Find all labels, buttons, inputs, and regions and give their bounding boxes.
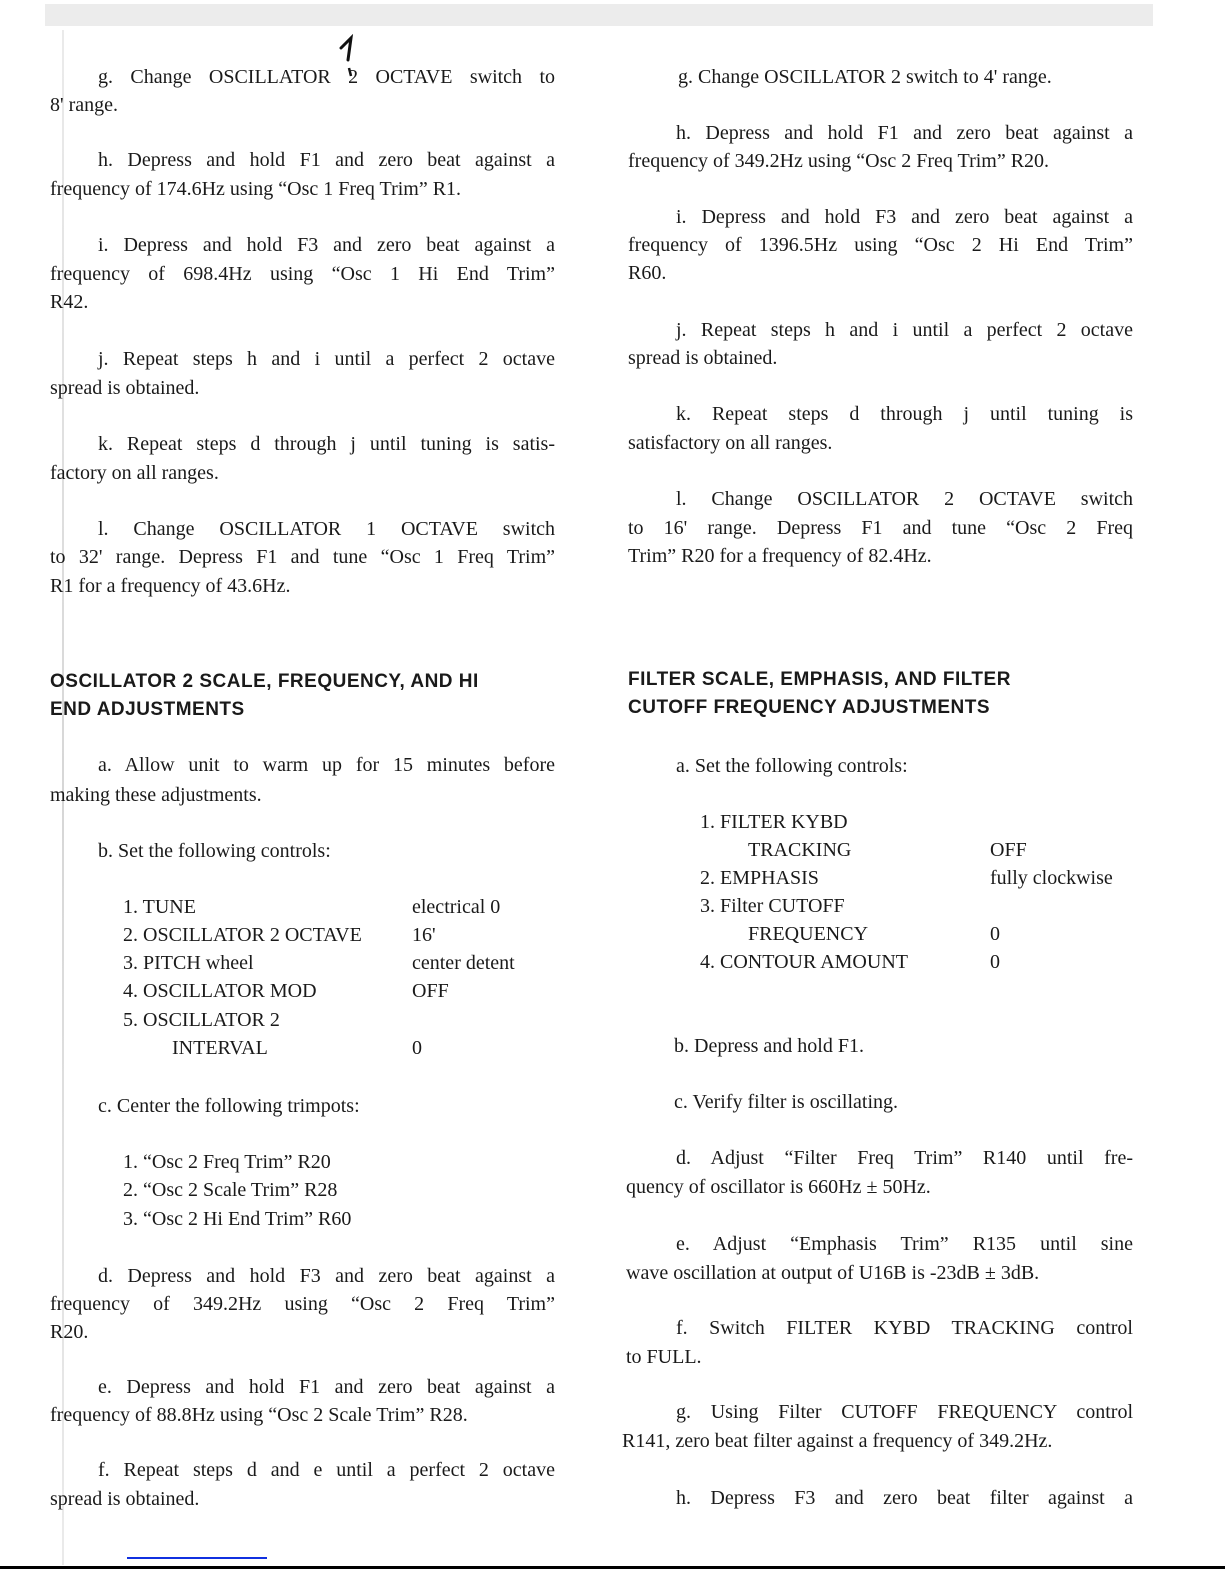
step-g-line: g. Change OSCILLATOR 2 OCTAVE switch to (98, 66, 555, 88)
step-i-line: R42. (50, 291, 89, 313)
control-value: 0 (412, 1037, 422, 1059)
page-bottom-border (0, 1566, 1225, 1569)
step-i-line: R60. (628, 262, 667, 284)
step-h-line: h. Depress and hold F1 and zero beat against a (98, 149, 555, 171)
trimpot-item: 1. “Osc 2 Freq Trim” R20 (123, 1151, 331, 1173)
section-heading-filter: FILTER SCALE, EMPHASIS, AND FILTER (628, 669, 1011, 690)
step-e-line: e. Adjust “Emphasis Trim” R135 until sine (676, 1233, 1133, 1255)
control-value: electrical 0 (412, 896, 501, 918)
step-l-line: Trim” R20 for a frequency of 82.4Hz. (628, 545, 932, 567)
step-d-line: quency of oscillator is 660Hz ± 50Hz. (626, 1176, 931, 1198)
step-j-line: spread is obtained. (50, 377, 200, 399)
scan-top-band (45, 4, 1153, 26)
step-h-line: frequency of 349.2Hz using “Osc 2 Freq Trim” R20. (628, 150, 1050, 172)
step-h-line: h. Depress F3 and zero beat filter against a (676, 1487, 1133, 1509)
step-k-line: k. Repeat steps d through j until tuning is (676, 403, 1133, 425)
step-a-line: making these adjustments. (50, 784, 262, 806)
step-a-line: a. Set the following controls: (676, 755, 908, 777)
step-d-line: d. Depress and hold F3 and zero beat against a (98, 1265, 555, 1287)
step-h-line: h. Depress and hold F1 and zero beat against a (676, 122, 1133, 144)
step-j-line: j. Repeat steps h and i until a perfect 2 octave (98, 348, 555, 370)
step-l-line: to 16' range. Depress F1 and tune “Osc 2 Freq (628, 517, 1133, 539)
step-g-line: g. Change OSCILLATOR 2 switch to 4' range. (678, 66, 1052, 88)
control-label: 4. OSCILLATOR MOD (123, 980, 317, 1002)
section-heading-osc2: END ADJUSTMENTS (50, 699, 245, 720)
step-l-line: to 32' range. Depress F1 and tune “Osc 1 Freq Trim” (50, 546, 555, 568)
section-heading-osc2: OSCILLATOR 2 SCALE, FREQUENCY, AND HI (50, 671, 479, 692)
step-c-line: c. Verify filter is oscillating. (674, 1091, 899, 1113)
control-value: center detent (412, 952, 515, 974)
control-value: fully clockwise (990, 867, 1113, 889)
step-k-line: factory on all ranges. (50, 462, 219, 484)
step-c-line: c. Center the following trimpots: (98, 1095, 360, 1117)
step-b-line: b. Depress and hold F1. (674, 1035, 864, 1057)
step-g-line: 8' range. (50, 94, 119, 116)
step-f-line: spread is obtained. (50, 1488, 200, 1510)
step-j-line: spread is obtained. (628, 347, 778, 369)
step-e-line: e. Depress and hold F1 and zero beat against a (98, 1376, 555, 1398)
control-label: INTERVAL (172, 1037, 268, 1059)
step-g-line: g. Using Filter CUTOFF FREQUENCY control (676, 1401, 1133, 1423)
step-d-line: d. Adjust “Filter Freq Trim” R140 until fre- (676, 1147, 1133, 1169)
control-value: 0 (990, 951, 1000, 973)
step-d-line: frequency of 349.2Hz using “Osc 2 Freq Trim” (50, 1293, 555, 1315)
trimpot-item: 3. “Osc 2 Hi End Trim” R60 (123, 1208, 352, 1230)
step-i-line: frequency of 698.4Hz using “Osc 1 Hi End Trim” (50, 263, 555, 285)
step-g-line: R141, zero beat filter against a frequency of 349.2Hz. (622, 1430, 1053, 1452)
step-k-line: satisfactory on all ranges. (628, 432, 833, 454)
step-j-line: j. Repeat steps h and i until a perfect 2 octave (676, 319, 1133, 341)
step-a-line: a. Allow unit to warm up for 15 minutes before (98, 754, 555, 776)
step-l-line: l. Change OSCILLATOR 1 OCTAVE switch (98, 518, 555, 540)
step-d-line: R20. (50, 1321, 89, 1343)
control-label: 1. FILTER KYBD (700, 811, 848, 833)
step-f-line: to FULL. (626, 1346, 702, 1368)
control-label: 4. CONTOUR AMOUNT (700, 951, 908, 973)
control-label: 3. Filter CUTOFF (700, 895, 845, 917)
step-i-line: i. Depress and hold F3 and zero beat against a (676, 206, 1133, 228)
control-label: 3. PITCH wheel (123, 952, 254, 974)
section-heading-filter: CUTOFF FREQUENCY ADJUSTMENTS (628, 697, 991, 718)
control-label: 5. OSCILLATOR 2 (123, 1009, 280, 1031)
step-b-line: b. Set the following controls: (98, 840, 331, 862)
control-value: 16' (412, 924, 436, 946)
step-i-line: frequency of 1396.5Hz using “Osc 2 Hi End Trim” (628, 234, 1133, 256)
step-l-line: R1 for a frequency of 43.6Hz. (50, 575, 291, 597)
step-l-line: l. Change OSCILLATOR 2 OCTAVE switch (676, 488, 1133, 510)
control-label: 2. EMPHASIS (700, 867, 819, 889)
step-i-line: i. Depress and hold F3 and zero beat against a (98, 234, 555, 256)
step-f-line: f. Switch FILTER KYBD TRACKING control (676, 1317, 1133, 1339)
control-value: OFF (990, 839, 1027, 861)
control-label: 1. TUNE (123, 896, 196, 918)
step-f-line: f. Repeat steps d and e until a perfect 2 octave (98, 1459, 555, 1481)
control-value: 0 (990, 923, 1000, 945)
control-label: TRACKING (748, 839, 852, 861)
trimpot-item: 2. “Osc 2 Scale Trim” R28 (123, 1179, 338, 1201)
control-label: FREQUENCY (748, 923, 869, 945)
control-label: 2. OSCILLATOR 2 OCTAVE (123, 924, 362, 946)
step-e-line: wave oscillation at output of U16B is -23dB ± 3dB. (626, 1262, 1040, 1284)
step-e-line: frequency of 88.8Hz using “Osc 2 Scale Trim” R28. (50, 1404, 468, 1426)
blue-underline-mark (127, 1557, 267, 1559)
step-h-line: frequency of 174.6Hz using “Osc 1 Freq Trim” R1. (50, 178, 462, 200)
control-value: OFF (412, 980, 449, 1002)
step-k-line: k. Repeat steps d through j until tuning is satis- (98, 433, 555, 455)
